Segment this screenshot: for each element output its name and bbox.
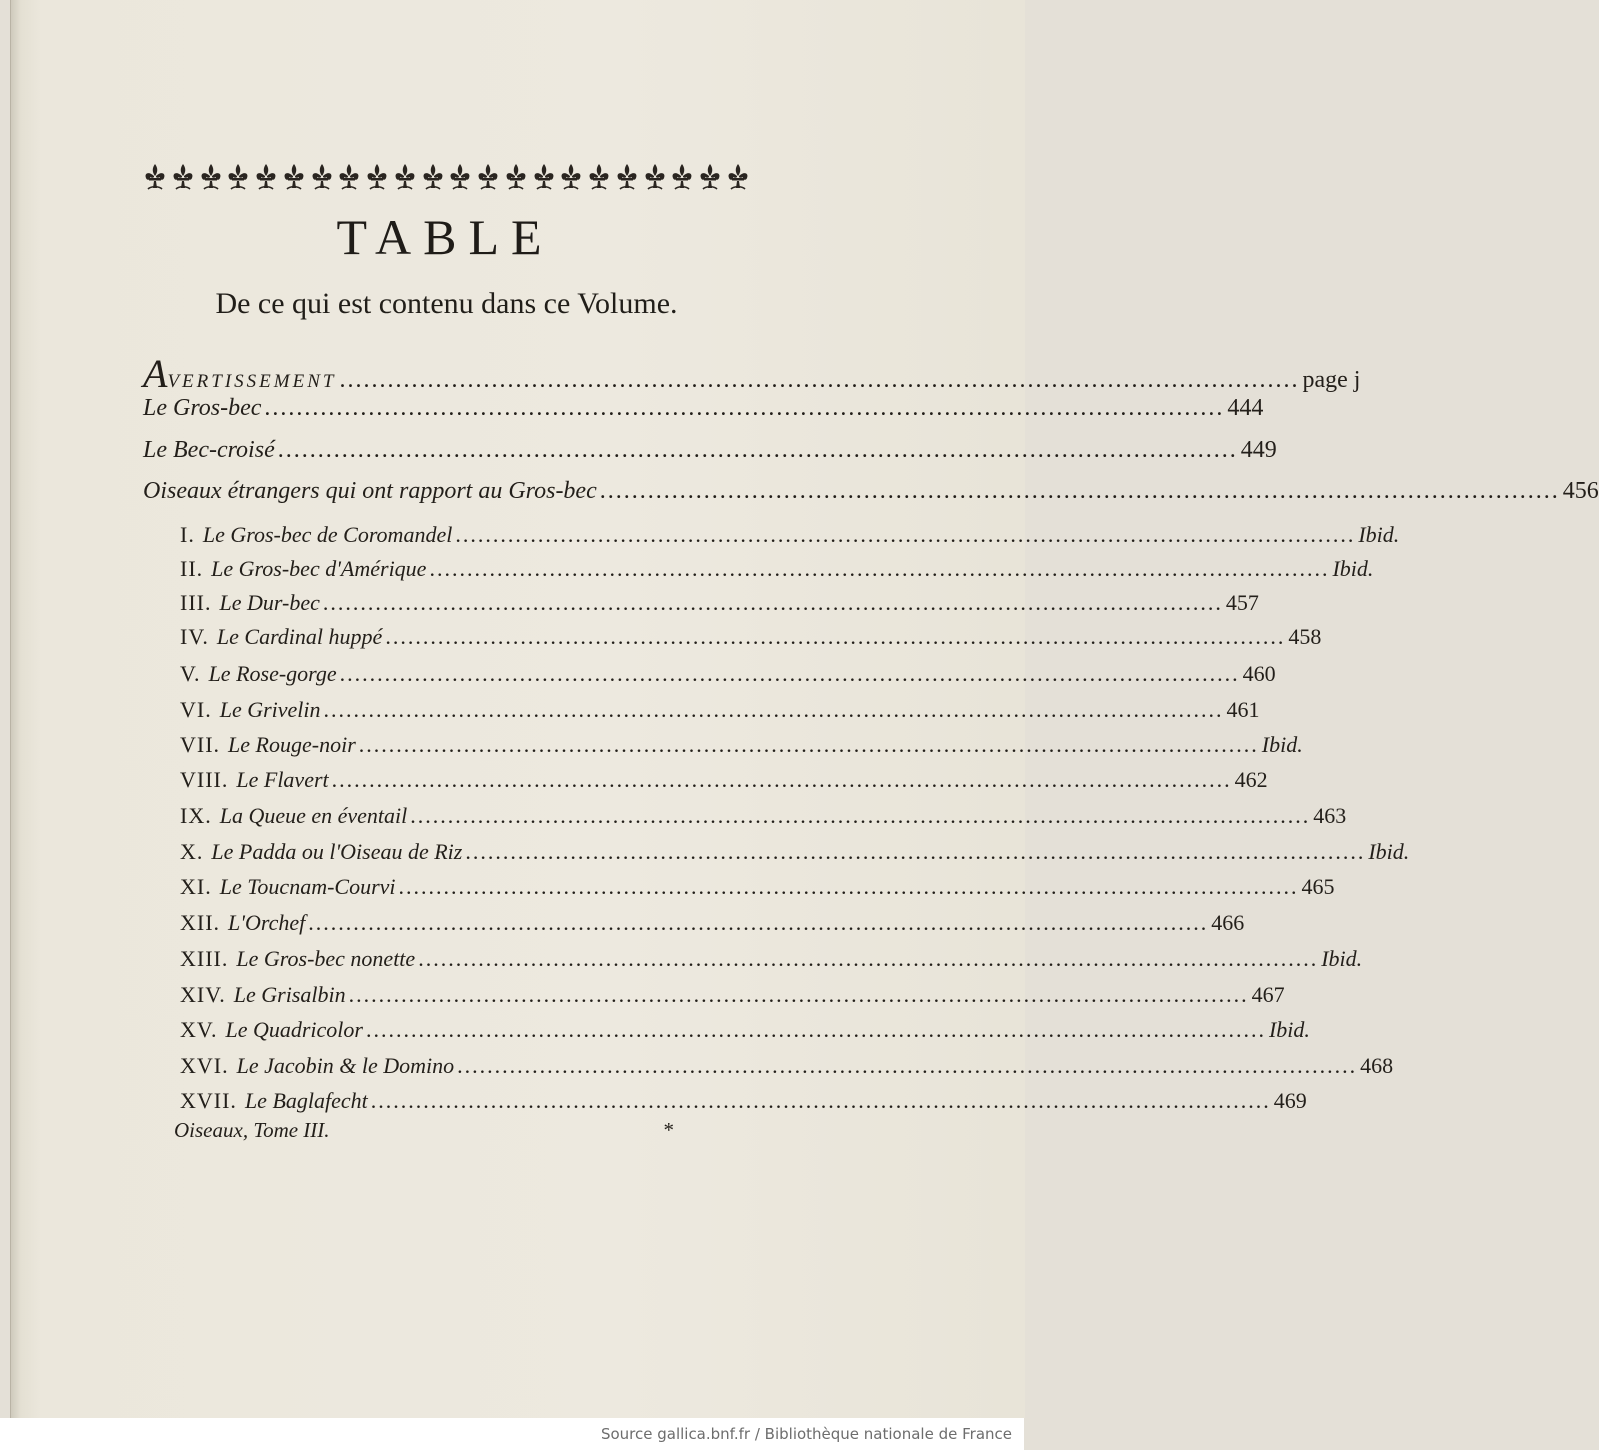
fleur-de-lis-icon [254, 162, 278, 192]
fleur-de-lis-icon [448, 162, 472, 192]
fleur-de-lis-icon [143, 162, 167, 192]
entry-page: Ibid. [1368, 839, 1410, 864]
toc-entry[interactable] [143, 395, 1264, 422]
toc-subentry[interactable] [180, 624, 1322, 650]
entry-number: IV. [180, 624, 209, 649]
running-title: Oiseaux, Tome III. [174, 1118, 330, 1142]
entry-label: La Queue en éventail [219, 803, 408, 828]
fleur-de-lis-icon [670, 162, 694, 192]
entry-label: Le Rose-gorge [208, 661, 337, 686]
entry-page: 458 [1288, 624, 1322, 649]
entry-label: Le Bec-croisé [143, 437, 275, 463]
fleur-de-lis-icon [698, 162, 722, 192]
entry-number: VIII. [180, 767, 229, 792]
entry-label: L'Orchef [228, 910, 306, 935]
toc-subentry[interactable] [180, 1088, 1307, 1114]
fleur-de-lis-icon [504, 162, 528, 192]
entry-label: Le Toucnam-Courvi [219, 874, 396, 899]
entry-label: Le Grisalbin [233, 982, 346, 1007]
fleur-de-lis-icon [226, 162, 250, 192]
drop-initial: A [143, 351, 168, 396]
entry-page: 466 [1211, 910, 1245, 935]
dot-leader: ........................................................................................................................ [277, 437, 1238, 463]
toc-entry[interactable] [143, 437, 1277, 464]
toc-subentry[interactable] [180, 522, 1400, 548]
dot-leader: ........................................................................................................................ [465, 839, 1366, 864]
dot-leader: ........................................................................................................................ [331, 767, 1232, 792]
entry-number: IX. [180, 803, 212, 828]
dot-leader: ........................................................................................................................ [418, 946, 1319, 971]
entry-label: Le Baglafecht [244, 1088, 368, 1113]
source-credit: Source gallica.bnf.fr / Bibliothèque nationale de France [600, 1425, 1012, 1443]
dot-leader: ........................................................................................................................ [398, 874, 1299, 899]
dot-leader: ........................................................................................................................ [457, 1053, 1358, 1078]
entry-page: 469 [1273, 1088, 1307, 1113]
running-footer [174, 1118, 674, 1143]
entry-label: Le Dur-bec [219, 590, 320, 615]
toc-entry-avertissement[interactable] [143, 350, 1361, 397]
dot-leader: ........................................................................................................................ [264, 395, 1225, 421]
fleur-de-lis-icon [337, 162, 361, 192]
entry-number: XIV. [180, 982, 226, 1007]
entry-page: 449 [1240, 437, 1277, 463]
entry-number: II. [180, 556, 204, 581]
signature-mark: * [663, 1118, 674, 1142]
entry-number: VI. [180, 697, 212, 722]
toc-subentry[interactable] [180, 803, 1347, 829]
entry-label: Le Cardinal huppé [216, 624, 383, 649]
toc-subentry[interactable] [180, 1017, 1310, 1043]
fleur-de-lis-icon [171, 162, 195, 192]
fleuron-border [143, 157, 750, 197]
dot-leader: ........................................................................................................................ [599, 478, 1560, 504]
entry-label: Le Gros-bec nonette [236, 946, 416, 971]
toc-subentry[interactable] [180, 590, 1259, 616]
fleur-de-lis-icon [393, 162, 417, 192]
entry-label: Le Quadricolor [225, 1017, 363, 1042]
toc-subentry[interactable] [180, 946, 1363, 972]
entry-number: VII. [180, 732, 221, 757]
entry-label: Le Rouge-noir [228, 732, 356, 757]
entry-page: 456 [1562, 478, 1599, 504]
entry-page: Ibid. [1321, 946, 1363, 971]
fleur-de-lis-icon [476, 162, 500, 192]
entry-page: Ibid. [1268, 1017, 1310, 1042]
fleur-de-lis-icon [199, 162, 223, 192]
entry-number: X. [180, 839, 204, 864]
fleur-de-lis-icon [282, 162, 306, 192]
toc-subentry[interactable] [180, 732, 1303, 758]
toc-subentry[interactable] [180, 874, 1335, 900]
entry-number: III. [180, 590, 212, 615]
entry-label: Le Gros-bec de Coromandel [202, 522, 453, 547]
fleur-de-lis-icon [726, 162, 750, 192]
toc-subentry[interactable] [180, 910, 1245, 936]
entry-page: 465 [1301, 874, 1335, 899]
dot-leader: ........................................................................................................................ [339, 661, 1240, 686]
entry-number: V. [180, 661, 201, 686]
entry-page: 457 [1225, 590, 1259, 615]
entry-label: VERTISSEMENT [167, 371, 337, 392]
dot-leader: ........................................................................................................................ [365, 1017, 1266, 1042]
entry-page: Ibid. [1261, 732, 1303, 757]
entry-number: XII. [180, 910, 221, 935]
fleur-de-lis-icon [643, 162, 667, 192]
dot-leader: ........................................................................................................................ [455, 522, 1356, 547]
page-subtitle: De ce qui est contenu dans ce Volume. [215, 287, 678, 320]
entry-page: 460 [1242, 661, 1276, 686]
entry-page: 463 [1313, 803, 1347, 828]
entry-label: Le Flavert [236, 767, 329, 792]
entry-page: 444 [1227, 395, 1264, 421]
dot-leader: ........................................................................................................................ [370, 1088, 1271, 1113]
entry-label: Le Gros-bec [143, 395, 262, 421]
dot-leader: ........................................................................................................................ [358, 732, 1259, 757]
entry-number: XV. [180, 1017, 218, 1042]
page-title: TABLE [336, 209, 554, 265]
dot-leader: ........................................................................................................................ [385, 624, 1286, 649]
dot-leader: ........................................................................................................................ [429, 556, 1330, 581]
entry-number: XI. [180, 874, 212, 899]
fleur-de-lis-icon [615, 162, 639, 192]
dot-leader: ........................................................................................................................ [308, 910, 1209, 935]
entry-page: 462 [1234, 767, 1268, 792]
entry-label: Le Grivelin [219, 697, 321, 722]
fleur-de-lis-icon [365, 162, 389, 192]
dot-leader: ........................................................................................................................ [323, 697, 1224, 722]
toc-subentry[interactable] [180, 1053, 1394, 1079]
toc-subentry[interactable] [180, 839, 1410, 865]
entry-number: XVII. [180, 1088, 237, 1113]
toc-subentry[interactable] [180, 661, 1276, 687]
entry-page: 468 [1360, 1053, 1394, 1078]
entry-page: Ibid. [1358, 522, 1400, 547]
dot-leader: ........................................................................................................................ [339, 367, 1300, 393]
entry-page: 467 [1251, 982, 1285, 1007]
fleur-de-lis-icon [421, 162, 445, 192]
entry-label: Le Padda ou l'Oiseau de Riz [211, 839, 463, 864]
entry-number: XVI. [180, 1053, 229, 1078]
toc-entry[interactable] [143, 478, 1599, 505]
entry-label: Oiseaux étrangers qui ont rapport au Gros-bec [143, 478, 597, 504]
dot-leader: ........................................................................................................................ [348, 982, 1249, 1007]
entry-number: XIII. [180, 946, 229, 971]
dot-leader: ........................................................................................................................ [322, 590, 1223, 615]
toc-subentry[interactable] [180, 982, 1285, 1008]
entry-page: page j [1302, 367, 1361, 393]
dot-leader: ........................................................................................................................ [410, 803, 1311, 828]
toc-subentry[interactable] [180, 556, 1374, 582]
toc-subentry[interactable] [180, 697, 1260, 723]
entry-label: Le Jacobin & le Domino [236, 1053, 455, 1078]
fleur-de-lis-icon [532, 162, 556, 192]
entry-page: 461 [1226, 697, 1260, 722]
entry-label: Le Gros-bec d'Amérique [211, 556, 427, 581]
entry-number: I. [180, 522, 195, 547]
fleur-de-lis-icon [559, 162, 583, 192]
entry-page: Ibid. [1332, 556, 1374, 581]
fleur-de-lis-icon [310, 162, 334, 192]
toc-subentry[interactable] [180, 767, 1268, 793]
fleur-de-lis-icon [587, 162, 611, 192]
